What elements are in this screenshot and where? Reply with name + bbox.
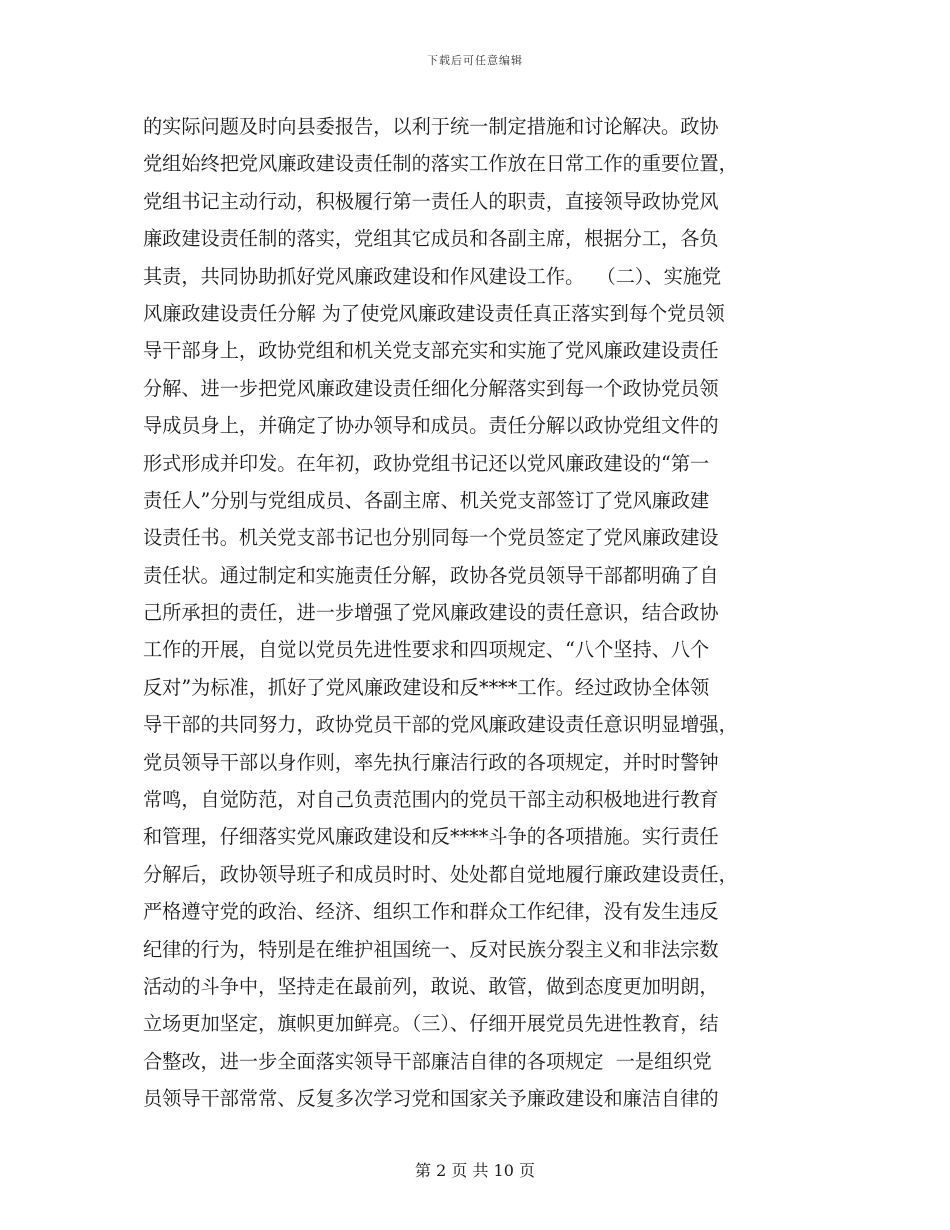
text-line: 党组书记主动行动，积极履行第一责任人的职责，直接领导政协党风 — [143, 189, 719, 213]
text-line: 常鸣，自觉防范，对自己负责范围内的党员干部主动积极地进行教育 — [143, 788, 719, 812]
page-number-footer: 第 2 页 共 10 页 — [415, 1161, 535, 1180]
text-line: 工作的开展，自觉以党员先进性要求和四项规定、“八个坚持、八个 — [143, 638, 710, 662]
text-line: 严格遵守党的政治、经济、组织工作和群众工作纪律，没有发生违反 — [143, 900, 719, 924]
text-line: 党组始终把党风廉政建设责任制的落实工作放在日常工作的重要位置， — [143, 152, 738, 176]
text-line: 导干部身上，政协党组和机关党支部充实和实施了党风廉政建设责任 — [143, 339, 719, 363]
text-line: 合整改，进一步全面落实领导干部廉洁自律的各项规定 一是组织党 — [143, 1049, 712, 1073]
text-line: 立场更加坚定，旗帜更加鲜亮。（三）、仔细开展党员先进性教育，结 — [143, 1012, 719, 1036]
text-line: 廉政建设责任制的落实，党组其它成员和各副主席，根据分工，各负 — [143, 227, 719, 251]
text-line: 导干部的共同努力，政协党员干部的党风廉政建设责任意识明显增强， — [143, 713, 738, 737]
text-line: 活动的斗争中，坚持走在最前列，敢说、敢管，做到态度更加明朗， — [143, 974, 719, 998]
text-line: 导成员身上，并确定了协办领导和成员。责任分解以政协党组文件的 — [143, 414, 719, 438]
text-line: 员领导干部常常、反复多次学习党和国家关予廉政建设和廉洁自律的 — [143, 1087, 719, 1111]
text-line: 分解、进一步把党风廉政建设责任细化分解落实到每一个政协党员领 — [143, 376, 719, 400]
text-line: 反对”为标准，抓好了党风廉政建设和反****工作。经过政协全体领 — [143, 675, 710, 699]
text-line: 分解后，政协领导班子和成员时时、处处都自觉地履行廉政建设责任， — [143, 862, 738, 886]
text-line: 责任状。通过制定和实施责任分解，政协各党员领导干部都明确了自 — [143, 563, 719, 587]
text-line: 的实际问题及时向县委报告，以利于统一制定措施和讨论解决。政协 — [143, 115, 719, 138]
text-line: 其责，共同协助抓好党风廉政建设和作风建设工作。 （二）、实施党 — [143, 264, 722, 288]
body-text — [143, 108, 811, 1118]
text-line: 己所承担的责任，进一步增强了党风廉政建设的责任意识，结合政协 — [143, 601, 719, 625]
text-line: 责任人”分别与党组成员、各副主席、机关党支部签订了党风廉政建 — [143, 488, 710, 512]
header-note: 下载后可任意编辑 — [427, 54, 523, 67]
text-line: 和管理，仔细落实党风廉政建设和反****斗争的各项措施。实行责任 — [143, 825, 719, 849]
text-line: 风廉政建设责任分解 为了使党风廉政建设责任真正落实到每个党员领 — [143, 301, 725, 325]
text-line: 纪律的行为，特别是在维护祖国统一、反对民族分裂主义和非法宗数 — [143, 937, 719, 961]
text-line: 形式形成并印发。在年初，政协党组书记还以党风廉政建设的“第一 — [143, 451, 710, 475]
text-line: 党员领导干部以身作则，率先执行廉洁行政的各项规定，并时时警钟 — [143, 750, 719, 774]
text-line: 设责任书。机关党支部书记也分别同每一个党员签定了党风廉政建设 — [143, 526, 719, 550]
